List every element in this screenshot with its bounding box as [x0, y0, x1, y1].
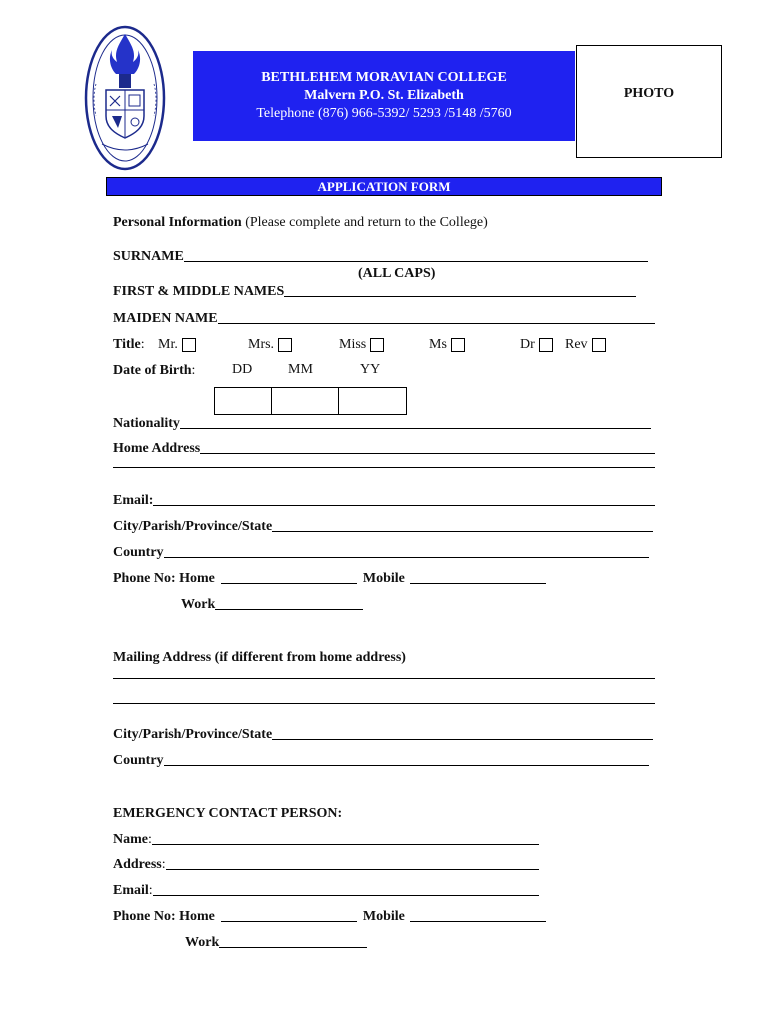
mailing-line-1 [113, 677, 655, 682]
dob-year-box[interactable] [338, 387, 407, 415]
country-label: Country [113, 545, 164, 560]
email-label: Email: [113, 493, 154, 508]
dob-yy-label: YY [360, 362, 381, 377]
emergency-address-field[interactable] [166, 868, 539, 870]
emergency-heading-label: EMERGENCY CONTACT PERSON: [113, 806, 343, 821]
emergency-name-label: Name [113, 832, 148, 847]
emergency-email-colon: : [148, 883, 153, 898]
emergency-address-colon: : [161, 857, 166, 872]
title-option-mr [158, 336, 196, 353]
emergency-email-label: Email [113, 883, 149, 898]
dob-colon: : [191, 363, 196, 378]
emergency-name-row [113, 831, 539, 848]
home-address-field-2[interactable] [113, 466, 655, 468]
college-address: Malvern P.O. St. Elizabeth [304, 88, 464, 103]
all-caps-note: (ALL CAPS) [358, 266, 436, 281]
personal-info-heading [113, 214, 658, 231]
email-field[interactable] [153, 504, 655, 506]
title-option-label: Mrs. [248, 337, 275, 352]
surname-field[interactable] [184, 260, 648, 262]
title-option-ms [429, 336, 465, 353]
first-middle-row [113, 283, 636, 300]
mobile-field[interactable] [410, 582, 546, 584]
mailing-city-row [113, 726, 653, 743]
dob-mm-label: MM [288, 362, 313, 377]
work-label: Work [181, 597, 216, 612]
first-middle-field[interactable] [284, 295, 636, 297]
nationality-field[interactable] [180, 427, 651, 429]
nationality-label: Nationality [113, 416, 180, 431]
college-header-banner [193, 51, 575, 141]
home-address-row [113, 440, 655, 457]
mailing-address-label: Mailing Address (if different from home address) [113, 650, 406, 665]
mailing-line-2 [113, 702, 655, 707]
emergency-mobile-field[interactable] [410, 920, 546, 922]
personal-info-note: (Please complete and return to the College) [241, 215, 488, 230]
title-option-label: Ms [429, 337, 447, 352]
mailing-heading [113, 649, 658, 666]
phone-home-field[interactable] [221, 582, 357, 584]
city-label: City/Parish/Province/State [113, 519, 273, 534]
emergency-phone-row [113, 908, 553, 925]
first-middle-label: FIRST & MIDDLE NAMES [113, 284, 285, 299]
dr-checkbox[interactable] [539, 338, 553, 352]
title-option-label: Miss [339, 337, 367, 352]
ms-checkbox[interactable] [451, 338, 465, 352]
dob-day-box[interactable] [214, 387, 272, 415]
maiden-name-field[interactable] [218, 322, 655, 324]
title-option-miss [339, 336, 384, 353]
dob-label: Date of Birth [113, 363, 192, 378]
personal-info-label: Personal Information [113, 215, 242, 230]
emergency-work-label: Work [185, 935, 220, 950]
work-field[interactable] [215, 608, 363, 610]
emergency-address-label: Address [113, 857, 162, 872]
mailing-city-label: City/Parish/Province/State [113, 727, 273, 742]
surname-label: SURNAME [113, 249, 184, 264]
title-option-label: Rev [565, 337, 588, 352]
mailing-address-field-1[interactable] [113, 677, 655, 679]
emergency-name-field[interactable] [152, 843, 539, 845]
emergency-email-row [113, 882, 539, 899]
mailing-country-row [113, 752, 649, 769]
emergency-phone-home-label: Phone No: Home [113, 909, 215, 924]
emergency-work-field[interactable] [219, 946, 367, 948]
dob-row [113, 362, 658, 379]
email-row [113, 492, 655, 509]
country-row [113, 544, 649, 561]
city-row [113, 518, 653, 535]
dob-month-box[interactable] [271, 387, 339, 415]
mr-checkbox[interactable] [182, 338, 196, 352]
title-option-dr [520, 336, 553, 353]
maiden-name-label: MAIDEN NAME [113, 311, 218, 326]
photo-box[interactable] [576, 45, 722, 158]
mailing-address-field-2[interactable] [113, 702, 655, 704]
nationality-row [113, 415, 651, 432]
form-title-bar: APPLICATION FORM [106, 177, 662, 196]
photo-label: PHOTO [623, 85, 675, 101]
mobile-label: Mobile [362, 571, 405, 586]
miss-checkbox[interactable] [370, 338, 384, 352]
title-option-label: Dr [520, 337, 535, 352]
mailing-country-label: Country [113, 753, 164, 768]
rev-checkbox[interactable] [592, 338, 606, 352]
title-label: Title [113, 337, 141, 352]
emergency-work-row [185, 934, 367, 951]
country-field[interactable] [164, 556, 649, 558]
work-row [181, 596, 363, 613]
mailing-country-field[interactable] [164, 764, 649, 766]
maiden-name-row [113, 310, 655, 327]
title-option-rev [565, 336, 606, 353]
phone-row [113, 570, 553, 587]
emergency-name-colon: : [148, 832, 152, 847]
emergency-mobile-label: Mobile [362, 909, 405, 924]
home-address-line-2 [113, 466, 655, 471]
emergency-heading [113, 805, 658, 822]
dob-dd-label: DD [232, 362, 253, 377]
home-address-field[interactable] [200, 452, 655, 454]
surname-row [113, 248, 648, 265]
home-address-label: Home Address [113, 441, 201, 456]
phone-home-label: Phone No: Home [113, 571, 215, 586]
college-telephone: Telephone (876) 966-5392/ 5293 /5148 /5760 [256, 106, 512, 121]
title-option-mrs [248, 336, 292, 353]
college-crest-logo [84, 24, 166, 172]
mailing-city-field[interactable] [272, 738, 653, 740]
college-name: BETHLEHEM MORAVIAN COLLEGE [261, 70, 507, 85]
title-option-label: Mr. [158, 337, 178, 352]
emergency-phone-home-field[interactable] [221, 920, 357, 922]
emergency-email-field[interactable] [153, 894, 539, 896]
city-field[interactable] [272, 530, 653, 532]
emergency-address-row [113, 856, 539, 873]
title-colon: : [140, 337, 145, 352]
mrs-checkbox[interactable] [278, 338, 292, 352]
